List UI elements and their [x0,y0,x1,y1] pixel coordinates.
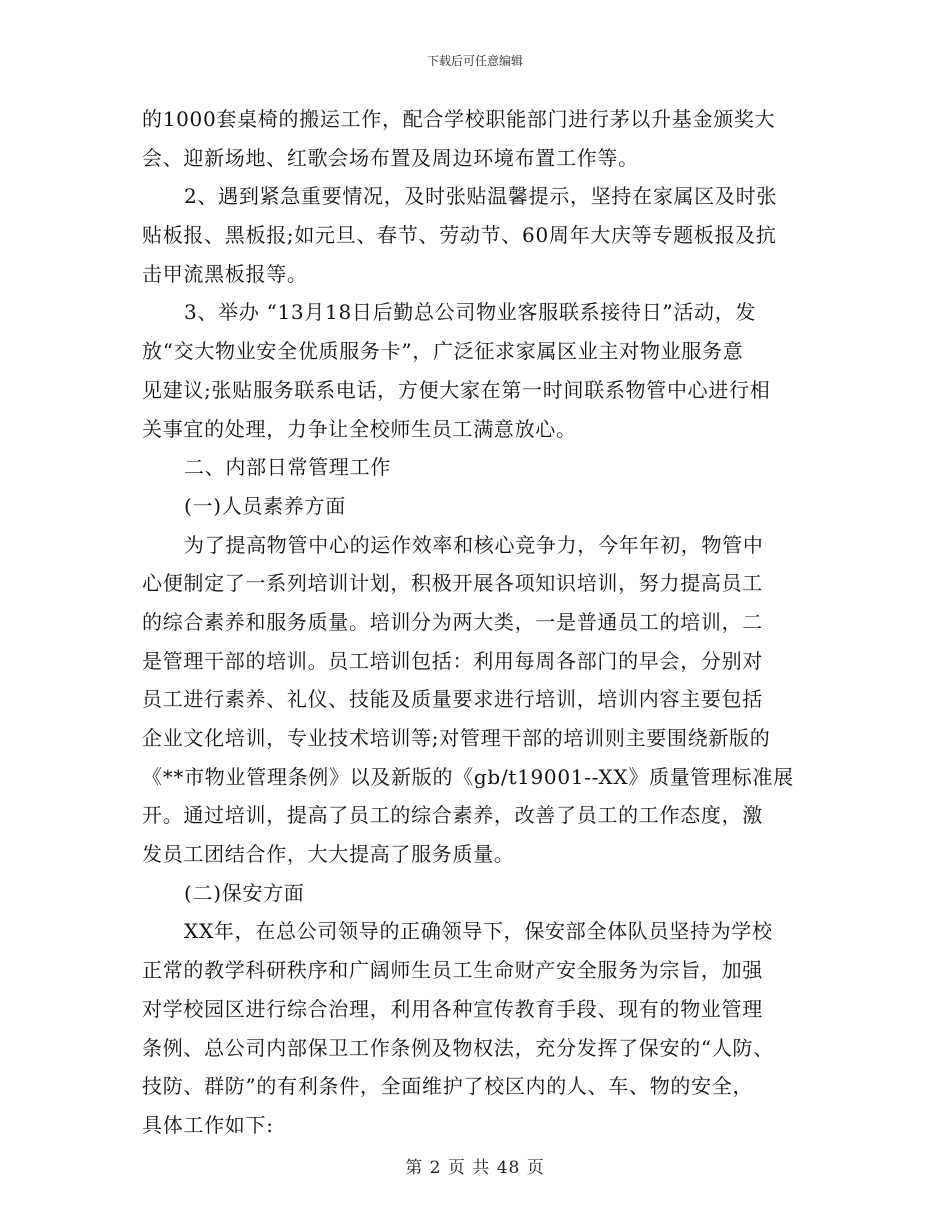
text-line: 关事宜的处理，力争让全校师生员工满意放心。 [142,416,577,441]
document-body [142,100,810,1145]
text-line: 正常的教学科研秩序和广阔师生员工生命财产安全服务为宗旨，加强 [142,958,763,983]
text-line: 发员工团结合作，大大提高了服务质量。 [142,842,515,867]
text-line: 具体工作如下: [142,1112,274,1137]
text-line: 员工进行素养、礼仪、技能及质量要求进行培训，培训内容主要包括 [142,687,763,712]
text-line: 放“交大物业安全优质服务卡”，广泛征求家属区业主对物业服务意 [142,339,744,364]
text-line: 《**市物业管理条例》以及新版的《gb/t19001--XX》质量管理标准展 [142,764,794,789]
subsection-heading: (二)保安方面 [184,880,305,905]
text-line: 条例、总公司内部保卫工作条例及物权法，充分发挥了保安的“人防、 [142,1035,774,1060]
text-line: 开。通过培训，提高了员工的综合素养，改善了员工的工作态度，激 [142,803,763,828]
text-line: 是管理干部的培训。员工培训包括：利用每周各部门的早会，分别对 [142,648,763,673]
text-line: 企业文化培训，专业技术培训等;对管理干部的培训则主要围绕新版的 [142,726,771,750]
subsection-heading: (一)人员素养方面 [184,493,346,518]
text-line: 对学校园区进行综合治理，利用各种宣传教育手段、现有的物业管理 [142,996,763,1021]
text-line: 2、遇到紧急重要情况，及时张贴温馨提示，坚持在家属区及时张 [184,184,778,209]
page-header: 下载后可任意编辑 [426,54,523,68]
text-line: XX年，在总公司领导的正确领导下，保安部全体队员坚持为学校 [184,919,773,944]
text-line: 3、举办 “13月18日后勤总公司物业客服联系接待日”活动，发 [184,300,757,325]
text-line: 贴板报、黑板报;如元旦、春节、劳动节、60周年大庆等专题板报及抗 [142,223,777,248]
page-footer: 第 2 页 共 48 页 [405,1158,545,1178]
text-line: 为了提高物管中心的运作效率和核心竞争力，今年年初，物管中 [184,532,764,557]
text-line: 击甲流黑板报等。 [142,261,308,286]
text-line: 技防、群防”的有利条件，全面维护了校区内的人、车、物的安全， [142,1074,754,1099]
text-line: 会、迎新场地、红歌会场布置及周边环境布置工作等。 [142,145,639,170]
text-line: 的综合素养和服务质量。培训分为两大类，一是普通员工的培训，二 [142,609,763,634]
text-line: 见建议;张贴服务联系电话，方便大家在第一时间联系物管中心进行相 [142,377,771,402]
section-heading: 二、内部日常管理工作 [184,455,391,480]
text-line: 心便制定了一系列培训计划，积极开展各项知识培训，努力提高员工 [142,571,763,596]
text-line: 的1000套桌椅的搬运工作，配合学校职能部门进行茅以升基金颁奖大 [142,107,776,131]
